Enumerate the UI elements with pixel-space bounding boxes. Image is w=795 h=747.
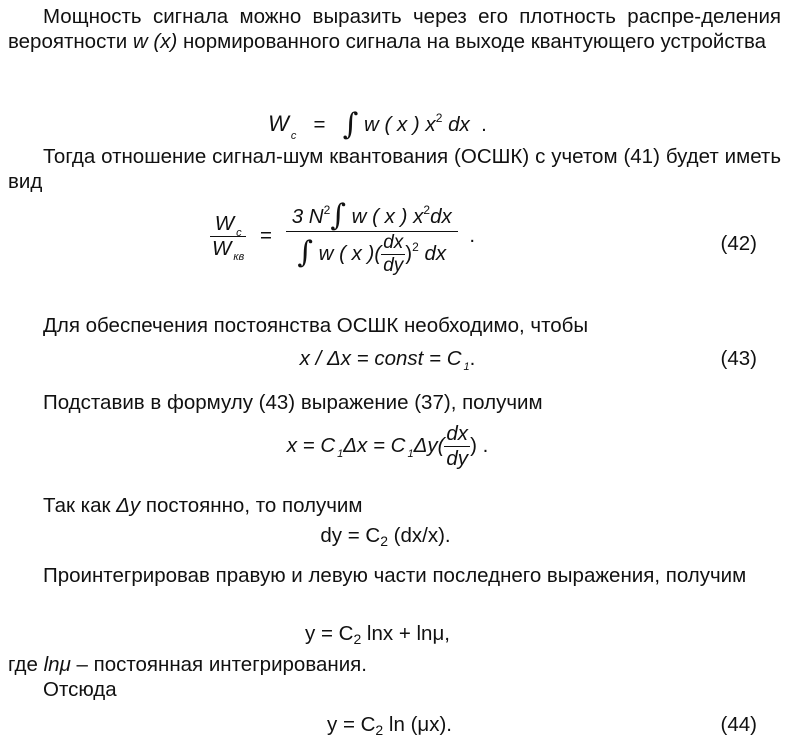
math-operator: =	[260, 223, 272, 247]
fraction-lhs	[210, 212, 246, 261]
paragraph-dy-constant	[8, 493, 781, 518]
math-expression: dx	[446, 422, 469, 445]
math-punctuation: .	[481, 113, 487, 136]
math-expression: dy	[446, 447, 469, 470]
math-superscript: 2	[412, 239, 419, 254]
text-fragment: где	[8, 653, 44, 676]
paragraph-constancy: Для обеспечения постоянства ОСШК необходимо, чтобы	[43, 314, 589, 337]
math-expression: )	[405, 241, 413, 265]
integral-sign: ∫	[297, 234, 313, 270]
math-subscript: кв	[233, 251, 245, 263]
math-expression: w ( x )(	[318, 241, 382, 265]
paragraph-where	[8, 652, 781, 677]
math-subscript: 2	[380, 533, 388, 549]
equation-dy	[0, 524, 783, 548]
math-punctuation: .	[469, 223, 476, 247]
math-operator: =	[313, 113, 326, 136]
math-subscript: 2	[353, 631, 362, 647]
math-expression: Δy(	[413, 433, 445, 457]
math-superscript: 2	[323, 203, 331, 217]
math-expression: Δx = C	[343, 433, 406, 457]
math-symbol: W	[214, 212, 235, 235]
math-expression: w ( x ) x	[363, 113, 436, 136]
math-subscript: 1	[407, 447, 414, 460]
paragraph-substitute: Подставив в формулу (43) выражение (37), получим	[43, 391, 543, 414]
equation-number-43: (43)	[720, 347, 757, 370]
math-subscript: 1	[463, 361, 470, 373]
math-punctuation: .	[469, 347, 476, 370]
math-expression: dx	[383, 232, 404, 253]
math-expression: dx	[448, 113, 470, 136]
math-expression: ) .	[470, 433, 489, 457]
equation-42	[210, 196, 475, 277]
integral-sign: ∫	[330, 198, 346, 233]
fraction-dxdy	[381, 232, 405, 277]
equation-44	[0, 713, 787, 737]
math-inline: lnμ	[43, 653, 71, 676]
math-expression: (dx/x).	[387, 524, 451, 547]
math-expression: y = C	[327, 713, 376, 736]
math-inline: Δy	[116, 494, 141, 517]
math-symbol: W	[212, 237, 232, 260]
paragraph-snr: Тогда отношение сигнал-шум квантования (ОСШК) с учетом (41) будет иметь вид	[8, 145, 781, 193]
equation-43	[0, 347, 785, 371]
math-expression: lnx + lnμ,	[361, 622, 450, 645]
equation-x	[0, 422, 785, 471]
math-subscript: c	[290, 130, 297, 142]
math-expression: x / Δx = const = C	[299, 347, 462, 370]
math-expression: dx	[424, 241, 447, 265]
text-fragment: – постоянная интегрирования.	[70, 653, 367, 676]
math-expression: dy	[383, 255, 404, 276]
math-expression: 3 N	[291, 205, 324, 228]
math-symbol: W	[268, 111, 289, 136]
math-expression: x = C	[286, 433, 336, 457]
text-fragment: Так как	[43, 494, 117, 517]
equation-number-44: (44)	[720, 713, 757, 736]
text-fragment: постоянно, то получим	[140, 494, 363, 517]
equation-signal-power	[0, 104, 775, 142]
math-expression: dy = C	[320, 524, 381, 547]
equation-y	[0, 622, 775, 646]
math-expression: dx	[430, 205, 452, 228]
math-expression: w ( x ) x	[351, 205, 424, 228]
paragraph-integrate: Проинтегрировав правую и левую части последнего выражения, получим	[43, 564, 747, 587]
equation-number-42: (42)	[720, 232, 757, 255]
math-superscript: 2	[423, 203, 431, 217]
math-expression: y = C	[305, 622, 354, 645]
integral-sign: ∫	[342, 107, 359, 142]
fraction-rhs	[286, 196, 458, 277]
text-fragment: Мощность сигнала можно выразить через его плотность распре-деления вероятности	[8, 5, 781, 53]
math-subscript: c	[236, 227, 242, 239]
math-subscript: 2	[375, 722, 384, 738]
math-subscript: 1	[337, 447, 344, 460]
paragraph-signal-power	[8, 4, 781, 54]
math-expression: ln (μx).	[383, 713, 452, 736]
math-inline: w (x)	[132, 30, 178, 53]
paragraph-hence: Отсюда	[43, 678, 117, 701]
math-superscript: 2	[435, 111, 443, 125]
text-fragment: нормированного сигнала на выходе квантующего устройства	[177, 30, 767, 53]
fraction-dxdy	[444, 422, 470, 471]
